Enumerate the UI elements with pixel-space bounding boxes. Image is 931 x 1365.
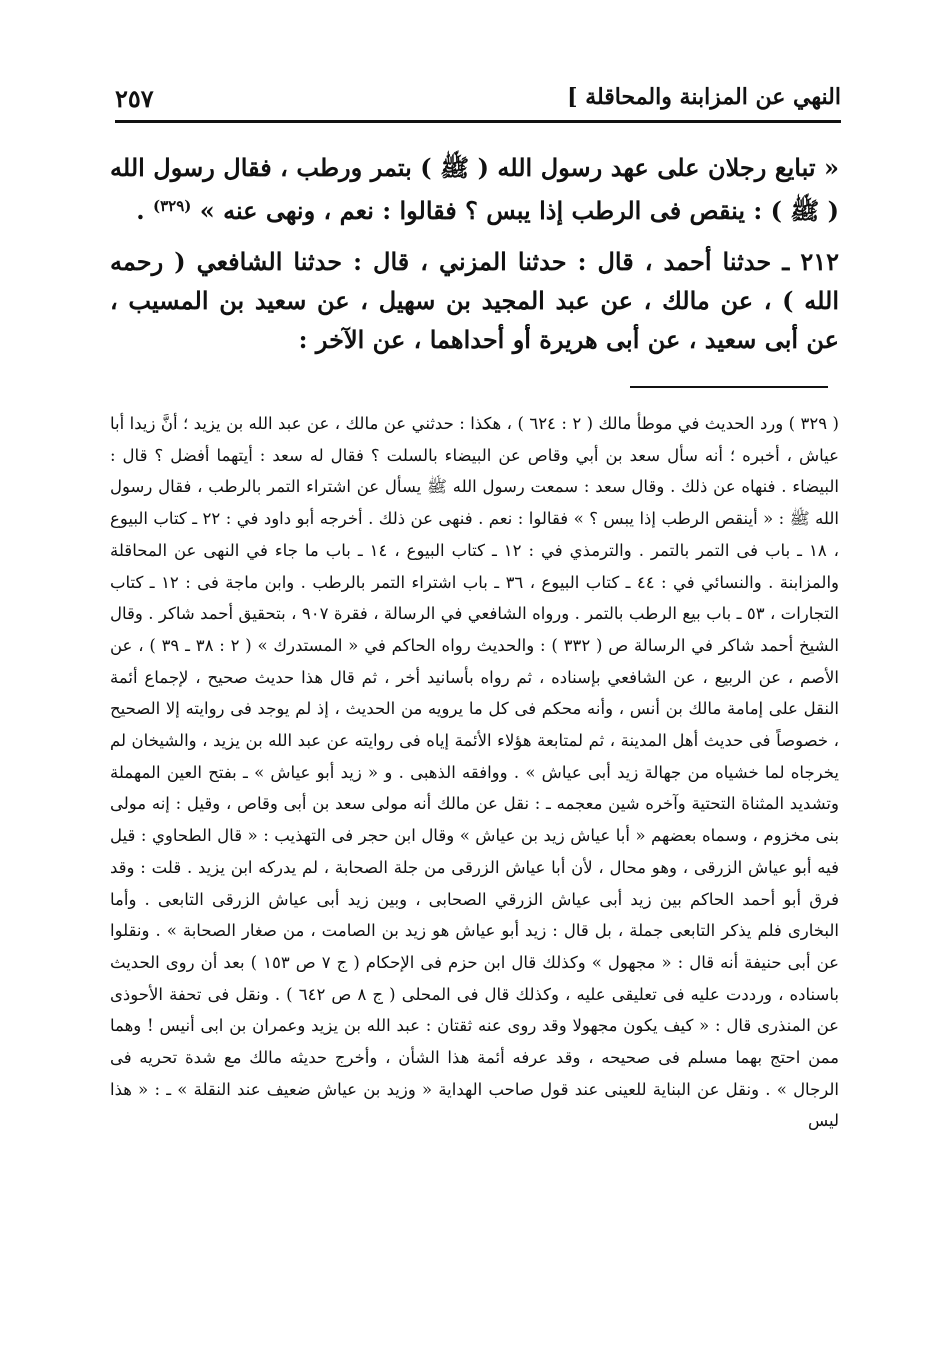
running-title: النهي عن المزابنة والمحاقلة ] <box>567 84 841 110</box>
hadith-212: ٢١٢ ـ حدثنا أحمد ، قال : حدثنا المزني ، قال : حدثنا الشافعي ( رحمه الله ) ، عن مالك ، عن عبد المجيد بن سهيل ، عن سعيد بن المسيب ، عن أبى سعيد ، عن أبى هريرة أو أحداهما ، عن الآخر : <box>110 247 840 354</box>
hadith-text <box>110 148 839 230</box>
footnote-ref: (٣٢٩) <box>152 197 192 215</box>
main-text <box>110 148 839 359</box>
footnote-rule <box>630 386 828 388</box>
page-number: ٢٥٧ <box>115 84 154 113</box>
header-rule <box>115 120 841 123</box>
hadith-body: « تبايع رجلان على عهد رسول الله ( ﷺ ) بتمر ورطب ، فقال رسول الله ( ﷺ ) : ينقص فى الرطب إذا يبس ؟ فقالوا : نعم ، ونهى عنه » <box>110 153 839 225</box>
hadith-end: . <box>136 196 153 225</box>
footnote-329: ( ٣٢٩ ) ورد الحديث في موطأ مالك ( ٢ : ٦٢٤ ) ، هكذا : حدثني عن مالك ، عن عبد الله بن يزيد ؛ أنَّ زيدا أبا عياش ، أخبره ؛ أنه سأل سعد بن أبي وقاص عن البيضاء بالسلت ؟ فقال له سعد : أيتهما أفضل ؟ قال : البيضاء . فنهاه عن ذلك . وقال سعد : سمعت رسول الله ﷺ يسأل عن اشتراء التمر بالرطب ، فقال رسول الله ﷺ : « أينقص الرطب إذا يبس ؟ » فقالوا : نعم . فنهى عن ذلك . أخرجه أبو داود في : ٢٢ ـ كتاب البيوع ، ١٨ ـ باب فى التمر بالتمر . والترمذي في : ١٢ ـ كتاب البيوع ، ١٤ ـ باب ما جاء في النهى عن المحاقلة والمزابنة . والنسائي في : ٤٤ ـ كتاب البيوع ، ٣٦ ـ باب اشتراء التمر بالرطب . وابن ماجة فى : ١٢ ـ كتاب التجارات ، ٥٣ ـ باب بيع الرطب بالتمر . ورواه الشافعي في الرسالة ، فقرة ٩٠٧ ، بتحقيق أحمد شاكر . وقال الشيخ أحمد شاكر في الرسالة ص ( ٣٣٢ ) : والحديث رواه الحاكم في « المستدرك » ( ٢ : ٣٨ ـ ٣٩ ) ، عن الأصم ، عن الربيع ، عن الشافعي بإسناده ، ثم رواه بأسانيد أخر ، ثم قال هذا حديث صحيح ، لإجماع أئمة النقل على إمامة مالك بن أنس ، وأنه محكم فى كل ما يرويه من الحديث ، إذ لم يوجد فى روايته إلا الصحيح ، خصوصاً فى حديث أهل المدينة ، ثم لمتابعة هؤلاء الأئمة إياه فى روايته عن عبد الله بن يزيد ، والشيخان لم يخرجاه لما خشياه من جهالة زيد أبى عياش » . ووافقه الذهبى . و « زيد أبو عياش » ـ بفتح العين المهملة وتشديد المثناة التحتية وآخره شين معجمه ـ : نقل عن مالك أنه مولى سعد بن أبى وقاص ، وقيل : إنه مولى بنى مخزوم ، وسماه بعضهم « أبا عياش زيد بن عياش » وقال ابن حجر فى التهذيب : « قال الطحاوي : قيل فيه أبو عياش الزرقى ، وهو محال ، لأن أبا عياش الزرقى من جلة الصحابة ، لم يدركه ابن يزيد . قلت : وقد فرق أبو أحمد الحاكم بين زيد أبى عياش الزرقي الصحابى ، وبين زيد أبى عياش الزرقى التابعى . وأما البخارى فلم يذكر التابعى جملة ، بل قال : زيد أبو عياش هو زيد بن الصامت ، من صغار الصحابة » . ونقلوا عن أبى حنيفة أنه قال : « مجهول » وكذلك قال ابن حزم فى الإحكام ( ج ٧ ص ١٥٣ ) بعد أن روى الحديث باسناده ، ورددت عليه فى تعليقى عليه ، وكذلك قال فى المحلى ( ج ٨ ص ٦٤٢ ) . ونقل فى تحفة الأحوذى عن المنذرى قال : « كيف يكون مجهولا وقد روى عنه ثقتان : عبد الله بن يزيد وعمران بن ابى أنيس ! وهما ممن احتج بهما مسلم فى صحيحه ، وقد عرفه أئمة هذا الشأن ، وأخرج حديثه مالك مع شدة تحريه فى الرجال » . ونقل عن البناية للعينى عند قول صاحب الهداية « وزيد بن عياش ضعيف عند النقلة » ـ : « هذا ليس <box>110 414 840 1131</box>
page-header <box>115 84 841 118</box>
